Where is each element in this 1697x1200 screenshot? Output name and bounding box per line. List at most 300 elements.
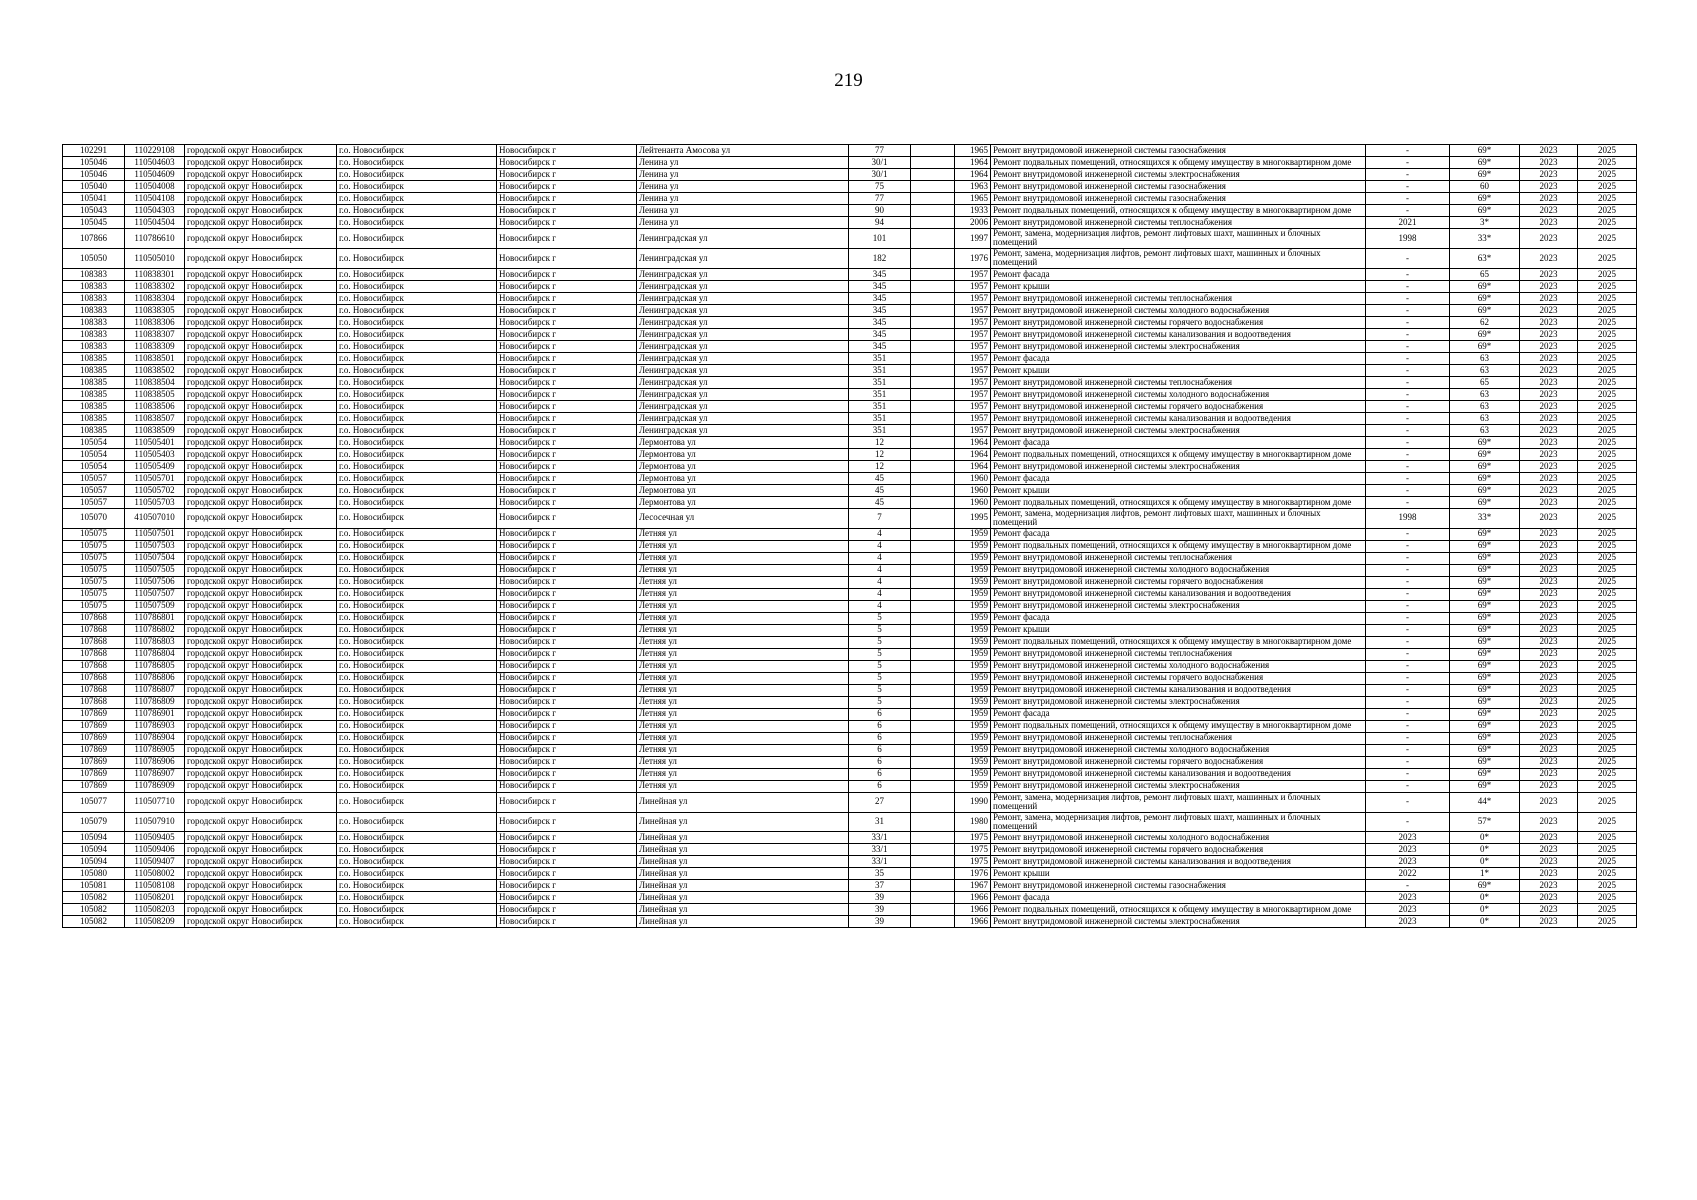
building-cell xyxy=(911,181,955,193)
municipality-cell: городской округ Новосибирск xyxy=(185,732,337,744)
settlement-cell: Новосибирск г xyxy=(497,217,637,229)
settlement-cell: Новосибирск г xyxy=(497,436,637,448)
settlement-cell: Новосибирск г xyxy=(497,268,637,280)
last-repair-year-cell: - xyxy=(1366,364,1450,376)
street-cell: Ленинградская ул xyxy=(637,304,849,316)
year-built-cell: 1959 xyxy=(955,588,991,600)
plan-start-cell: 2023 xyxy=(1520,340,1578,352)
record-id-cell: 110786805 xyxy=(125,660,185,672)
building-cell xyxy=(911,280,955,292)
street-cell: Лесосечная ул xyxy=(637,508,849,528)
work-type-cell: Ремонт подвальных помещений, относящихся к общему имуществу в многоквартирном доме xyxy=(991,904,1366,916)
record-id-cell: 110786905 xyxy=(125,744,185,756)
plan-end-cell: 2025 xyxy=(1578,496,1637,508)
street-cell: Ленинградская ул xyxy=(637,328,849,340)
house-id-cell: 105041 xyxy=(63,193,125,205)
work-type-cell: Ремонт фасада xyxy=(991,528,1366,540)
house-number-cell: 4 xyxy=(849,600,911,612)
house-id-cell: 105082 xyxy=(63,904,125,916)
work-type-cell: Ремонт внутридомовой инженерной системы теплоснабжения xyxy=(991,292,1366,304)
building-cell xyxy=(911,744,955,756)
plan-end-cell: 2025 xyxy=(1578,181,1637,193)
last-repair-year-cell: - xyxy=(1366,696,1450,708)
settlement-cell: Новосибирск г xyxy=(497,248,637,268)
house-number-cell: 345 xyxy=(849,292,911,304)
wear-percent-cell: 69* xyxy=(1450,169,1520,181)
plan-end-cell: 2025 xyxy=(1578,696,1637,708)
plan-end-cell: 2025 xyxy=(1578,328,1637,340)
settlement-cell: Новосибирск г xyxy=(497,280,637,292)
record-id-cell: 110838505 xyxy=(125,388,185,400)
work-type-cell: Ремонт подвальных помещений, относящихся к общему имуществу в многоквартирном доме xyxy=(991,496,1366,508)
record-id-cell: 110838307 xyxy=(125,328,185,340)
plan-start-cell: 2023 xyxy=(1520,352,1578,364)
plan-start-cell: 2023 xyxy=(1520,744,1578,756)
building-cell xyxy=(911,648,955,660)
wear-percent-cell: 63 xyxy=(1450,364,1520,376)
municipal-entity-cell: г.о. Новосибирск xyxy=(337,672,497,684)
record-id-cell: 110838502 xyxy=(125,364,185,376)
house-id-cell: 105054 xyxy=(63,436,125,448)
municipal-entity-cell: г.о. Новосибирск xyxy=(337,169,497,181)
last-repair-year-cell: - xyxy=(1366,540,1450,552)
wear-percent-cell: 69* xyxy=(1450,552,1520,564)
plan-start-cell: 2023 xyxy=(1520,612,1578,624)
plan-end-cell: 2025 xyxy=(1578,868,1637,880)
municipality-cell: городской округ Новосибирск xyxy=(185,316,337,328)
last-repair-year-cell: 2021 xyxy=(1366,217,1450,229)
plan-end-cell: 2025 xyxy=(1578,780,1637,792)
house-id-cell: 108383 xyxy=(63,280,125,292)
table-row xyxy=(63,684,1637,696)
plan-start-cell: 2023 xyxy=(1520,720,1578,732)
last-repair-year-cell: - xyxy=(1366,436,1450,448)
street-cell: Летняя ул xyxy=(637,612,849,624)
table-row xyxy=(63,145,1637,157)
work-type-cell: Ремонт внутридомовой инженерной системы канализования и водоотведения xyxy=(991,588,1366,600)
record-id-cell: 110504108 xyxy=(125,193,185,205)
plan-start-cell: 2023 xyxy=(1520,248,1578,268)
wear-percent-cell: 69* xyxy=(1450,660,1520,672)
house-number-cell: 35 xyxy=(849,868,911,880)
street-cell: Летняя ул xyxy=(637,708,849,720)
street-cell: Летняя ул xyxy=(637,780,849,792)
work-type-cell: Ремонт внутридомовой инженерной системы канализования и водоотведения xyxy=(991,684,1366,696)
street-cell: Ленинградская ул xyxy=(637,340,849,352)
municipal-entity-cell: г.о. Новосибирск xyxy=(337,832,497,844)
plan-start-cell: 2023 xyxy=(1520,756,1578,768)
settlement-cell: Новосибирск г xyxy=(497,612,637,624)
house-id-cell: 105075 xyxy=(63,528,125,540)
plan-start-cell: 2023 xyxy=(1520,316,1578,328)
wear-percent-cell: 69* xyxy=(1450,588,1520,600)
record-id-cell: 110229108 xyxy=(125,145,185,157)
plan-end-cell: 2025 xyxy=(1578,169,1637,181)
street-cell: Ленинградская ул xyxy=(637,376,849,388)
municipality-cell: городской округ Новосибирск xyxy=(185,916,337,928)
plan-end-cell: 2025 xyxy=(1578,892,1637,904)
settlement-cell: Новосибирск г xyxy=(497,564,637,576)
municipal-entity-cell: г.о. Новосибирск xyxy=(337,768,497,780)
house-id-cell: 108385 xyxy=(63,424,125,436)
house-number-cell: 5 xyxy=(849,636,911,648)
work-type-cell: Ремонт, замена, модернизация лифтов, ремонт лифтовых шахт, машинных и блочных помещений xyxy=(991,508,1366,528)
plan-end-cell: 2025 xyxy=(1578,316,1637,328)
building-cell xyxy=(911,672,955,684)
municipal-entity-cell: г.о. Новосибирск xyxy=(337,268,497,280)
wear-percent-cell: 0* xyxy=(1450,832,1520,844)
street-cell: Ленинградская ул xyxy=(637,268,849,280)
municipal-entity-cell: г.о. Новосибирск xyxy=(337,472,497,484)
record-id-cell: 110786610 xyxy=(125,229,185,249)
wear-percent-cell: 63 xyxy=(1450,400,1520,412)
plan-end-cell: 2025 xyxy=(1578,916,1637,928)
plan-end-cell: 2025 xyxy=(1578,812,1637,832)
wear-percent-cell: 69* xyxy=(1450,696,1520,708)
table-row xyxy=(63,732,1637,744)
last-repair-year-cell: - xyxy=(1366,528,1450,540)
work-type-cell: Ремонт внутридомовой инженерной системы холодного водоснабжения xyxy=(991,388,1366,400)
building-cell xyxy=(911,472,955,484)
building-cell xyxy=(911,792,955,812)
street-cell: Летняя ул xyxy=(637,756,849,768)
building-cell xyxy=(911,376,955,388)
municipality-cell: городской округ Новосибирск xyxy=(185,696,337,708)
municipal-entity-cell: г.о. Новосибирск xyxy=(337,600,497,612)
street-cell: Лермонтова ул xyxy=(637,448,849,460)
building-cell xyxy=(911,768,955,780)
year-built-cell: 1957 xyxy=(955,364,991,376)
plan-end-cell: 2025 xyxy=(1578,856,1637,868)
wear-percent-cell: 33* xyxy=(1450,229,1520,249)
municipality-cell: городской округ Новосибирск xyxy=(185,169,337,181)
street-cell: Ленинградская ул xyxy=(637,280,849,292)
municipality-cell: городской округ Новосибирск xyxy=(185,248,337,268)
record-id-cell: 110786803 xyxy=(125,636,185,648)
plan-start-cell: 2023 xyxy=(1520,684,1578,696)
record-id-cell: 110504609 xyxy=(125,169,185,181)
record-id-cell: 110838305 xyxy=(125,304,185,316)
house-number-cell: 12 xyxy=(849,448,911,460)
house-number-cell: 5 xyxy=(849,648,911,660)
plan-start-cell: 2023 xyxy=(1520,672,1578,684)
wear-percent-cell: 63 xyxy=(1450,412,1520,424)
plan-end-cell: 2025 xyxy=(1578,832,1637,844)
house-number-cell: 4 xyxy=(849,564,911,576)
plan-start-cell: 2023 xyxy=(1520,181,1578,193)
record-id-cell: 110509407 xyxy=(125,856,185,868)
street-cell: Ленина ул xyxy=(637,169,849,181)
settlement-cell: Новосибирск г xyxy=(497,528,637,540)
last-repair-year-cell: - xyxy=(1366,496,1450,508)
wear-percent-cell: 69* xyxy=(1450,145,1520,157)
plan-start-cell: 2023 xyxy=(1520,892,1578,904)
street-cell: Летняя ул xyxy=(637,696,849,708)
last-repair-year-cell: - xyxy=(1366,412,1450,424)
work-type-cell: Ремонт внутридомовой инженерной системы горячего водоснабжения xyxy=(991,672,1366,684)
work-type-cell: Ремонт внутридомовой инженерной системы теплоснабжения xyxy=(991,552,1366,564)
municipal-entity-cell: г.о. Новосибирск xyxy=(337,364,497,376)
table-row xyxy=(63,868,1637,880)
plan-start-cell: 2023 xyxy=(1520,812,1578,832)
street-cell: Ленина ул xyxy=(637,205,849,217)
work-type-cell: Ремонт фасада xyxy=(991,472,1366,484)
year-built-cell: 1960 xyxy=(955,496,991,508)
municipal-entity-cell: г.о. Новосибирск xyxy=(337,868,497,880)
building-cell xyxy=(911,844,955,856)
year-built-cell: 1980 xyxy=(955,812,991,832)
plan-start-cell: 2023 xyxy=(1520,648,1578,660)
building-cell xyxy=(911,564,955,576)
year-built-cell: 1959 xyxy=(955,696,991,708)
wear-percent-cell: 69* xyxy=(1450,304,1520,316)
plan-end-cell: 2025 xyxy=(1578,280,1637,292)
table-row xyxy=(63,205,1637,217)
plan-end-cell: 2025 xyxy=(1578,540,1637,552)
last-repair-year-cell: - xyxy=(1366,576,1450,588)
house-number-cell: 345 xyxy=(849,340,911,352)
work-type-cell: Ремонт внутридомовой инженерной системы канализования и водоотведения xyxy=(991,768,1366,780)
plan-end-cell: 2025 xyxy=(1578,564,1637,576)
municipal-entity-cell: г.о. Новосибирск xyxy=(337,205,497,217)
plan-start-cell: 2023 xyxy=(1520,844,1578,856)
house-number-cell: 5 xyxy=(849,672,911,684)
municipal-entity-cell: г.о. Новосибирск xyxy=(337,696,497,708)
house-id-cell: 107869 xyxy=(63,756,125,768)
work-type-cell: Ремонт фасада xyxy=(991,708,1366,720)
settlement-cell: Новосибирск г xyxy=(497,376,637,388)
municipality-cell: городской округ Новосибирск xyxy=(185,145,337,157)
table-row xyxy=(63,648,1637,660)
house-number-cell: 39 xyxy=(849,916,911,928)
table-row xyxy=(63,832,1637,844)
municipality-cell: городской округ Новосибирск xyxy=(185,460,337,472)
last-repair-year-cell: - xyxy=(1366,612,1450,624)
street-cell: Ленинградская ул xyxy=(637,400,849,412)
plan-end-cell: 2025 xyxy=(1578,364,1637,376)
house-id-cell: 108385 xyxy=(63,388,125,400)
building-cell xyxy=(911,484,955,496)
record-id-cell: 110786801 xyxy=(125,612,185,624)
house-number-cell: 351 xyxy=(849,364,911,376)
municipality-cell: городской округ Новосибирск xyxy=(185,588,337,600)
municipal-entity-cell: г.о. Новосибирск xyxy=(337,552,497,564)
settlement-cell: Новосибирск г xyxy=(497,340,637,352)
last-repair-year-cell: - xyxy=(1366,552,1450,564)
plan-start-cell: 2023 xyxy=(1520,400,1578,412)
building-cell xyxy=(911,496,955,508)
record-id-cell: 110504504 xyxy=(125,217,185,229)
plan-start-cell: 2023 xyxy=(1520,424,1578,436)
work-type-cell: Ремонт фасада xyxy=(991,268,1366,280)
building-cell xyxy=(911,832,955,844)
municipal-entity-cell: г.о. Новосибирск xyxy=(337,588,497,600)
building-cell xyxy=(911,624,955,636)
record-id-cell: 110508203 xyxy=(125,904,185,916)
year-built-cell: 1933 xyxy=(955,205,991,217)
settlement-cell: Новосибирск г xyxy=(497,880,637,892)
street-cell: Лермонтова ул xyxy=(637,472,849,484)
house-id-cell: 105054 xyxy=(63,448,125,460)
house-id-cell: 107868 xyxy=(63,696,125,708)
building-cell xyxy=(911,892,955,904)
settlement-cell: Новосибирск г xyxy=(497,832,637,844)
house-id-cell: 107868 xyxy=(63,684,125,696)
street-cell: Ленина ул xyxy=(637,157,849,169)
house-number-cell: 6 xyxy=(849,768,911,780)
table-row xyxy=(63,588,1637,600)
wear-percent-cell: 69* xyxy=(1450,648,1520,660)
building-cell xyxy=(911,352,955,364)
street-cell: Ленинградская ул xyxy=(637,388,849,400)
building-cell xyxy=(911,169,955,181)
year-built-cell: 1957 xyxy=(955,352,991,364)
municipal-entity-cell: г.о. Новосибирск xyxy=(337,412,497,424)
house-number-cell: 39 xyxy=(849,904,911,916)
record-id-cell: 110505703 xyxy=(125,496,185,508)
street-cell: Летняя ул xyxy=(637,624,849,636)
table-row xyxy=(63,600,1637,612)
record-id-cell: 110838506 xyxy=(125,400,185,412)
street-cell: Лейтенанта Амосова ул xyxy=(637,145,849,157)
wear-percent-cell: 63 xyxy=(1450,388,1520,400)
last-repair-year-cell: - xyxy=(1366,564,1450,576)
municipal-entity-cell: г.о. Новосибирск xyxy=(337,564,497,576)
table-row xyxy=(63,496,1637,508)
year-built-cell: 1959 xyxy=(955,660,991,672)
last-repair-year-cell: - xyxy=(1366,280,1450,292)
last-repair-year-cell: 2022 xyxy=(1366,868,1450,880)
plan-end-cell: 2025 xyxy=(1578,268,1637,280)
settlement-cell: Новосибирск г xyxy=(497,868,637,880)
wear-percent-cell: 69* xyxy=(1450,157,1520,169)
plan-start-cell: 2023 xyxy=(1520,280,1578,292)
street-cell: Ленина ул xyxy=(637,193,849,205)
last-repair-year-cell: 1998 xyxy=(1366,508,1450,528)
table-row xyxy=(63,484,1637,496)
house-id-cell: 105094 xyxy=(63,832,125,844)
table-row xyxy=(63,316,1637,328)
plan-start-cell: 2023 xyxy=(1520,528,1578,540)
plan-end-cell: 2025 xyxy=(1578,376,1637,388)
building-cell xyxy=(911,696,955,708)
house-id-cell: 108385 xyxy=(63,376,125,388)
last-repair-year-cell: - xyxy=(1366,600,1450,612)
municipality-cell: городской округ Новосибирск xyxy=(185,880,337,892)
house-id-cell: 107868 xyxy=(63,636,125,648)
wear-percent-cell: 69* xyxy=(1450,292,1520,304)
year-built-cell: 1960 xyxy=(955,484,991,496)
year-built-cell: 1957 xyxy=(955,304,991,316)
building-cell xyxy=(911,460,955,472)
municipal-entity-cell: г.о. Новосибирск xyxy=(337,732,497,744)
record-id-cell: 110838509 xyxy=(125,424,185,436)
last-repair-year-cell: 2023 xyxy=(1366,916,1450,928)
municipality-cell: городской округ Новосибирск xyxy=(185,636,337,648)
last-repair-year-cell: - xyxy=(1366,460,1450,472)
house-id-cell: 107868 xyxy=(63,624,125,636)
municipal-entity-cell: г.о. Новосибирск xyxy=(337,792,497,812)
plan-end-cell: 2025 xyxy=(1578,768,1637,780)
street-cell: Линейная ул xyxy=(637,856,849,868)
year-built-cell: 1959 xyxy=(955,576,991,588)
last-repair-year-cell: - xyxy=(1366,588,1450,600)
last-repair-year-cell: - xyxy=(1366,624,1450,636)
street-cell: Ленина ул xyxy=(637,217,849,229)
year-built-cell: 1964 xyxy=(955,157,991,169)
settlement-cell: Новосибирск г xyxy=(497,145,637,157)
house-id-cell: 108383 xyxy=(63,292,125,304)
table-row xyxy=(63,424,1637,436)
record-id-cell: 110504603 xyxy=(125,157,185,169)
plan-end-cell: 2025 xyxy=(1578,304,1637,316)
plan-start-cell: 2023 xyxy=(1520,636,1578,648)
work-type-cell: Ремонт подвальных помещений, относящихся к общему имуществу в многоквартирном доме xyxy=(991,636,1366,648)
street-cell: Ленинградская ул xyxy=(637,424,849,436)
record-id-cell: 110838306 xyxy=(125,316,185,328)
house-number-cell: 77 xyxy=(849,193,911,205)
settlement-cell: Новосибирск г xyxy=(497,205,637,217)
last-repair-year-cell: 2023 xyxy=(1366,844,1450,856)
last-repair-year-cell: - xyxy=(1366,720,1450,732)
house-number-cell: 351 xyxy=(849,352,911,364)
house-number-cell: 4 xyxy=(849,540,911,552)
table-row xyxy=(63,169,1637,181)
record-id-cell: 110509406 xyxy=(125,844,185,856)
house-id-cell: 105046 xyxy=(63,169,125,181)
municipality-cell: городской округ Новосибирск xyxy=(185,448,337,460)
municipality-cell: городской округ Новосибирск xyxy=(185,484,337,496)
work-type-cell: Ремонт подвальных помещений, относящихся к общему имуществу в многоквартирном доме xyxy=(991,205,1366,217)
house-id-cell: 105075 xyxy=(63,540,125,552)
last-repair-year-cell: - xyxy=(1366,388,1450,400)
work-type-cell: Ремонт внутридомовой инженерной системы холодного водоснабжения xyxy=(991,832,1366,844)
settlement-cell: Новосибирск г xyxy=(497,460,637,472)
table-row xyxy=(63,856,1637,868)
municipality-cell: городской округ Новосибирск xyxy=(185,756,337,768)
table-row xyxy=(63,248,1637,268)
record-id-cell: 110838501 xyxy=(125,352,185,364)
municipality-cell: городской округ Новосибирск xyxy=(185,496,337,508)
building-cell xyxy=(911,436,955,448)
wear-percent-cell: 1* xyxy=(1450,868,1520,880)
work-type-cell: Ремонт внутридомовой инженерной системы холодного водоснабжения xyxy=(991,304,1366,316)
building-cell xyxy=(911,268,955,280)
settlement-cell: Новосибирск г xyxy=(497,328,637,340)
building-cell xyxy=(911,364,955,376)
record-id-cell: 110507505 xyxy=(125,564,185,576)
house-id-cell: 105077 xyxy=(63,792,125,812)
record-id-cell: 110505010 xyxy=(125,248,185,268)
last-repair-year-cell: - xyxy=(1366,316,1450,328)
year-built-cell: 1957 xyxy=(955,412,991,424)
record-id-cell: 110504008 xyxy=(125,181,185,193)
wear-percent-cell: 69* xyxy=(1450,600,1520,612)
plan-end-cell: 2025 xyxy=(1578,624,1637,636)
plan-start-cell: 2023 xyxy=(1520,229,1578,249)
municipality-cell: городской округ Новосибирск xyxy=(185,904,337,916)
house-id-cell: 107866 xyxy=(63,229,125,249)
work-type-cell: Ремонт внутридомовой инженерной системы теплоснабжения xyxy=(991,376,1366,388)
building-cell xyxy=(911,812,955,832)
building-cell xyxy=(911,612,955,624)
record-id-cell: 110507710 xyxy=(125,792,185,812)
street-cell: Летняя ул xyxy=(637,684,849,696)
table-row xyxy=(63,412,1637,424)
table-row xyxy=(63,292,1637,304)
last-repair-year-cell: - xyxy=(1366,880,1450,892)
municipality-cell: городской округ Новосибирск xyxy=(185,844,337,856)
